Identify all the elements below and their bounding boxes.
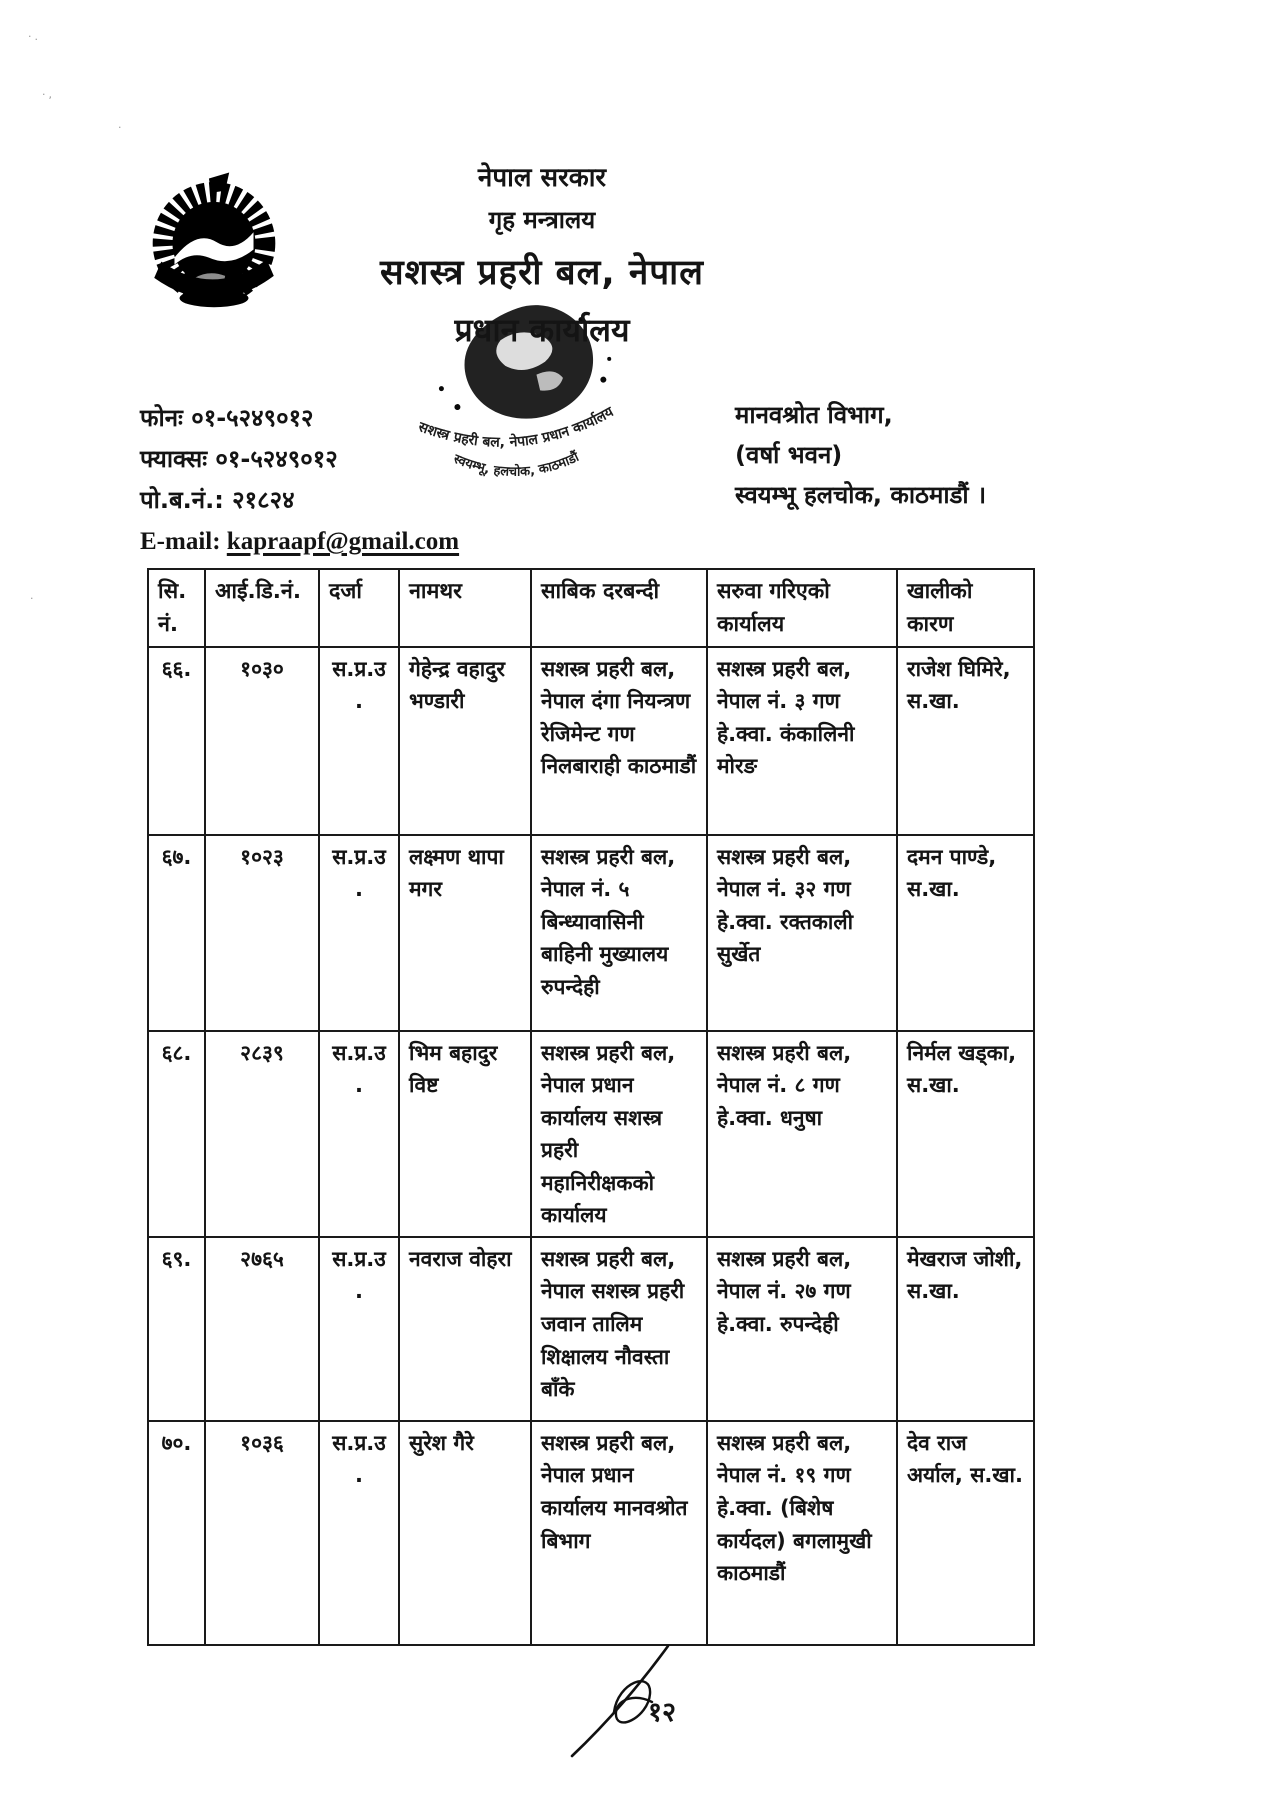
office-title: प्रधान कार्यालय bbox=[454, 311, 630, 349]
cell-serial-no: ६८. bbox=[148, 1031, 205, 1237]
cell-id-no: २७६५ bbox=[205, 1237, 319, 1421]
cell-previous-posting: सशस्त्र प्रहरी बल, नेपाल प्रधान कार्यालय सशस्त्र प्रहरी महानिरीक्षकको कार्यालय bbox=[531, 1031, 707, 1237]
phone-line: फोनः ०१-५२४९०१२ bbox=[140, 404, 314, 432]
cell-previous-posting: सशस्त्र प्रहरी बल, नेपाल नं. ५ बिन्ध्यावासिनी बाहिनी मुख्यालय रुपन्देही bbox=[531, 835, 707, 1031]
cell-id-no: १०३६ bbox=[205, 1421, 319, 1645]
cell-rank: स.प्र.उ. bbox=[319, 1031, 399, 1237]
table-row bbox=[148, 835, 1034, 1031]
cell-previous-posting: सशस्त्र प्रहरी बल, नेपाल प्रधान कार्यालय मानवश्रोत बिभाग bbox=[531, 1421, 707, 1645]
cell-id-no: २८३९ bbox=[205, 1031, 319, 1237]
cell-vacancy-reason: मेखराज जोशी, स.खा. bbox=[897, 1237, 1034, 1421]
ministry-title: गृह मन्त्रालय bbox=[488, 206, 596, 234]
cell-rank: स.प्र.उ. bbox=[319, 1237, 399, 1421]
cell-transferred-office: सशस्त्र प्रहरी बल, नेपाल नं. ८ गण हे.क्वा. धनुषा bbox=[707, 1031, 897, 1237]
cell-rank: स.प्र.उ. bbox=[319, 835, 399, 1031]
cell-serial-no: ६९. bbox=[148, 1237, 205, 1421]
table-row bbox=[148, 1421, 1034, 1645]
cell-transferred-office: सशस्त्र प्रहरी बल, नेपाल नं. २७ गण हे.क्वा. रुपन्देही bbox=[707, 1237, 897, 1421]
department-line: मानवश्रोत विभाग, bbox=[735, 401, 893, 429]
cell-name: सुरेश गैरे bbox=[399, 1421, 531, 1645]
cell-id-no: १०२३ bbox=[205, 835, 319, 1031]
contact-block bbox=[140, 398, 459, 562]
cell-name: गेहेन्द्र वहादुर भण्डारी bbox=[399, 647, 531, 835]
table-row bbox=[148, 1031, 1034, 1237]
cell-name: भिम बहादुर विष्ट bbox=[399, 1031, 531, 1237]
scan-speckle: ·, bbox=[42, 88, 55, 101]
cell-name: नवराज वोहरा bbox=[399, 1237, 531, 1421]
organization-title: सशस्त्र प्रहरी बल, नेपाल bbox=[380, 253, 704, 293]
seal-text-bottom: स्वयम्भू, हलचोक, काठमाडौं bbox=[451, 449, 582, 480]
column-header-serial-no: सि.नं. bbox=[148, 569, 205, 647]
table-row bbox=[148, 647, 1034, 835]
column-header-rank: दर्जा bbox=[319, 569, 399, 647]
fax-line: फ्याक्सः ०१-५२४९०१२ bbox=[140, 445, 338, 473]
cell-serial-no: ७०. bbox=[148, 1421, 205, 1645]
column-header-vacancy-reason: खालीको कारण bbox=[897, 569, 1034, 647]
cell-rank: स.प्र.उ. bbox=[319, 1421, 399, 1645]
table-row bbox=[148, 1237, 1034, 1421]
cell-rank: स.प्र.उ. bbox=[319, 647, 399, 835]
signature-mark bbox=[556, 1638, 706, 1763]
scan-speckle: · bbox=[30, 592, 37, 605]
column-header-name: नामथर bbox=[399, 569, 531, 647]
cell-vacancy-reason: निर्मल खड्का, स.खा. bbox=[897, 1031, 1034, 1237]
pobox-line: पो.ब.नं.: २१८२४ bbox=[140, 486, 295, 514]
cell-vacancy-reason: राजेश घिमिरे, स.खा. bbox=[897, 647, 1034, 835]
building-line: (वर्षा भवन) bbox=[735, 441, 843, 469]
cell-serial-no: ६६. bbox=[148, 647, 205, 835]
cell-transferred-office: सशस्त्र प्रहरी बल, नेपाल नं. १९ गण हे.क्वा. (बिशेष कार्यदल) बगलामुखी काठमाडौं bbox=[707, 1421, 897, 1645]
cell-name: लक्ष्मण थापा मगर bbox=[399, 835, 531, 1031]
column-header-id-no: आई.डि.नं. bbox=[205, 569, 319, 647]
scan-speckle: . bbox=[118, 118, 125, 131]
location-line: स्वयम्भू हलचोक, काठमाडौं । bbox=[735, 481, 987, 509]
scan-speckle: ·. bbox=[28, 30, 41, 43]
government-title: नेपाल सरकार bbox=[477, 163, 607, 193]
cell-id-no: १०३० bbox=[205, 647, 319, 835]
seal-text-top: सशस्त्र प्रहरी बल, नेपाल प्रधान कार्यालय bbox=[416, 404, 617, 451]
table-header-row bbox=[148, 569, 1034, 647]
cell-previous-posting: सशस्त्र प्रहरी बल, नेपाल दंगा नियन्त्रण रेजिमेन्ट गण निलबाराही काठमाडौं bbox=[531, 647, 707, 835]
email-line bbox=[140, 521, 459, 562]
cell-vacancy-reason: देव राज अर्याल, स.खा. bbox=[897, 1421, 1034, 1645]
cell-previous-posting: सशस्त्र प्रहरी बल, नेपाल सशस्त्र प्रहरी जवान तालिम शिक्षालय नौवस्ता बाँके bbox=[531, 1237, 707, 1421]
cell-serial-no: ६७. bbox=[148, 835, 205, 1031]
transfer-roster-table bbox=[147, 568, 1035, 1646]
email-label: E-mail: bbox=[140, 528, 221, 555]
column-header-transferred-office: सरुवा गरिएको कार्यालय bbox=[707, 569, 897, 647]
cell-transferred-office: सशस्त्र प्रहरी बल, नेपाल नं. ३ गण हे.क्वा. कंकालिनी मोरङ bbox=[707, 647, 897, 835]
cell-vacancy-reason: दमन पाण्डे, स.खा. bbox=[897, 835, 1034, 1031]
column-header-previous-posting: साबिक दरबन्दी bbox=[531, 569, 707, 647]
page-number: १२ bbox=[648, 1697, 677, 1728]
cell-transferred-office: सशस्त्र प्रहरी बल, नेपाल नं. ३२ गण हे.क्वा. रक्तकाली सुर्खेत bbox=[707, 835, 897, 1031]
address-block bbox=[735, 395, 986, 515]
email-link[interactable]: kapraapf@gmail.com bbox=[226, 528, 460, 555]
